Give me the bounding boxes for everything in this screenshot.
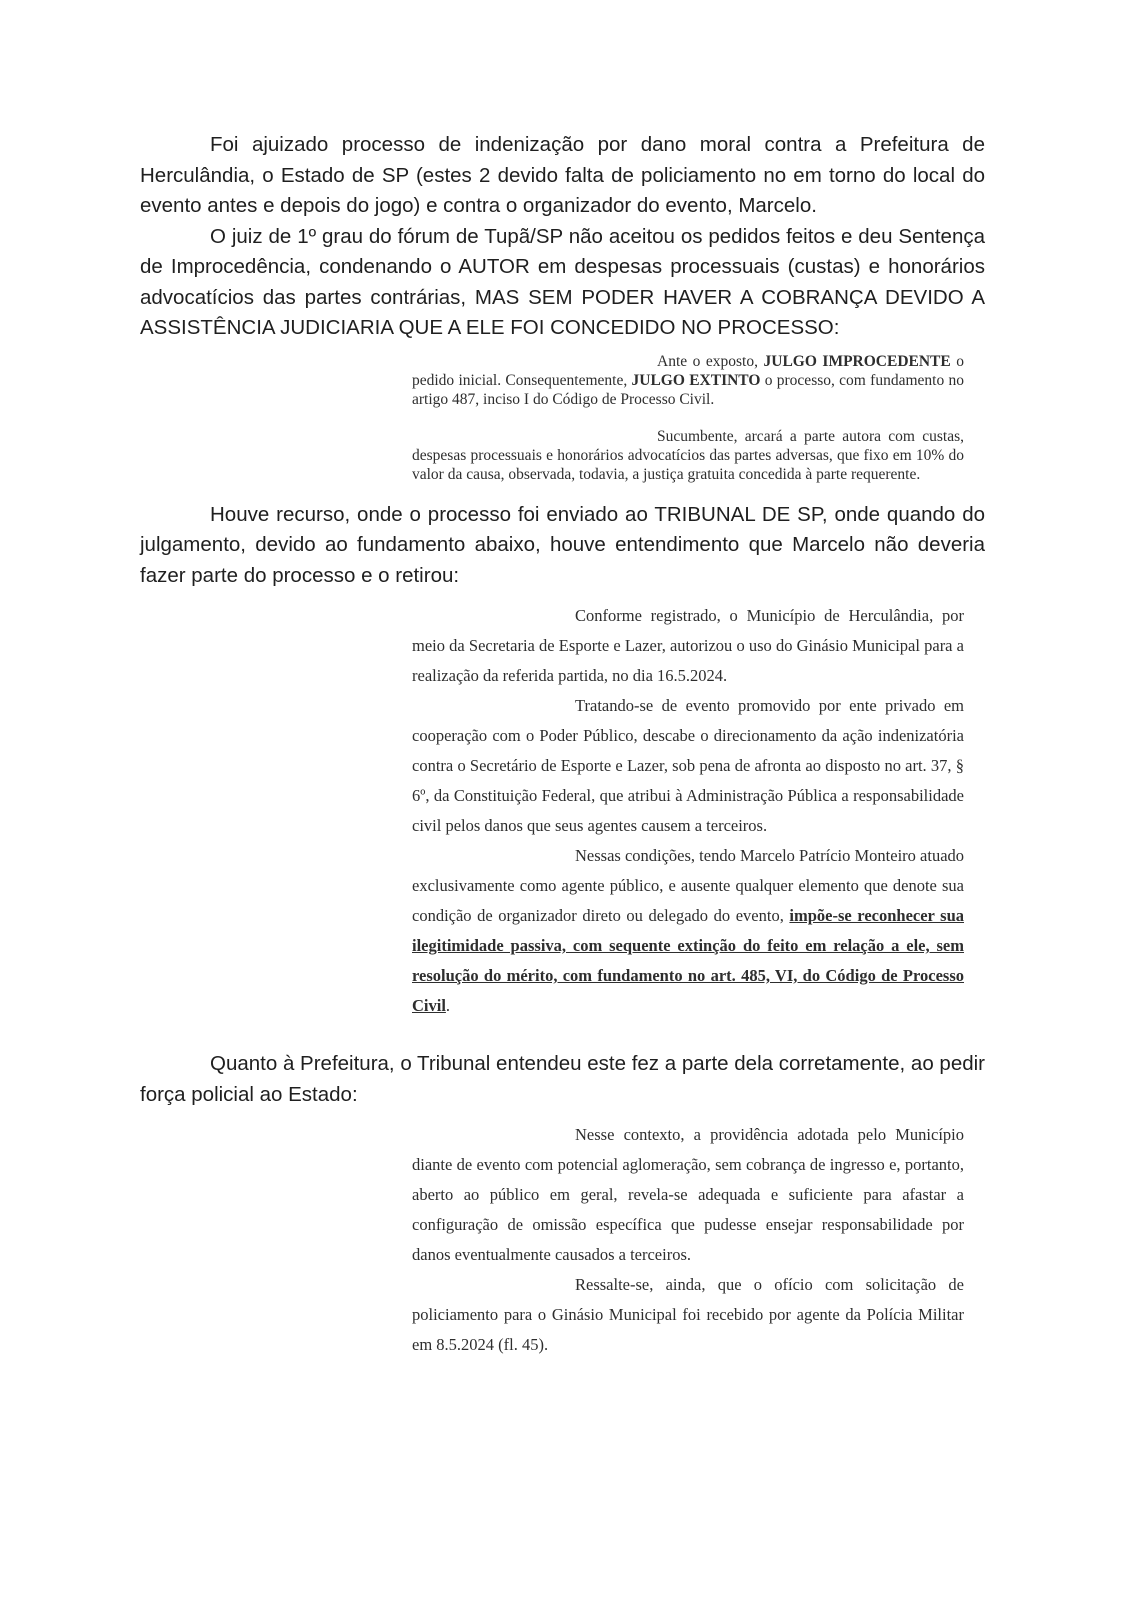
- text-segment: .: [445, 996, 451, 1015]
- paragraph-juiz-primeiro-grau: O juiz de 1º grau do fórum de Tupã/SP não aceitou os pedidos feitos e deu Sentença de Improcedência, condenando o AUTOR em despesas processuais (custas) e honorários advocatícios das partes contrárias, MAS SEM PODER HAVER A COBRANÇA DEVIDO A ASSISTÊNCIA JUDICIARIA QUE A ELE FOI CONCEDIDO NO PROCESSO:: [140, 224, 985, 339]
- quote-sentenca-julgo-improcedente: [412, 352, 964, 409]
- paragraph-houve-recurso: Houve recurso, onde o processo foi enviado ao TRIBUNAL DE SP, onde quando do julgamento, devido ao fundamento abaixo, houve entendimento que Marcelo não deveria fazer parte do processo e o retirou:: [140, 502, 985, 587]
- quote-acordao-nessas-condicoes: [412, 841, 964, 1021]
- text-segment: o processo, com fundamento no artigo 487, inciso I do Código de Processo Civil.: [412, 371, 964, 408]
- text-segment: Nessas condições, tendo Marcelo Patrício Monteiro atuado exclusivamente como agente público, e ausente qualquer elemento que denote sua condição de organizador direto ou delegado do evento,: [412, 846, 965, 925]
- quote-acordao-ressalte-se: Ressalte-se, ainda, que o ofício com solicitação de policiamento para o Ginásio Municipal foi recebido por agente da Polícia Militar em 8.5.2024 (fl. 45).: [412, 1275, 964, 1354]
- quote-acordao-tratando-se: Tratando-se de evento promovido por ente privado em cooperação com o Poder Público, descabe o direcionamento da ação indenizatória contra o Secretário de Esporte e Lazer, sob pena de afronta ao disposto no art. 37, § 6º, da Constituição Federal, que atribui à Administração Pública a responsabilidade civil pelos danos que seus agentes causem a terceiros.: [412, 696, 964, 835]
- paragraph-foi-ajuizado: Foi ajuizado processo de indenização por dano moral contra a Prefeitura de Herculândia, o Estado de SP (estes 2 devido falta de policiamento no em torno do local do evento antes e depois do jogo) e contra o organizador do evento, Marcelo.: [140, 133, 985, 217]
- quote-block-sentenca: [412, 352, 964, 484]
- quote-acordao-nesse-contexto: Nesse contexto, a providência adotada pelo Município diante de evento com potencial aglomeração, sem cobrança de ingresso e, portanto, aberto ao público em geral, revela-se adequada e suficiente para afastar a configuração de omissão específica que pudesse ensejar responsabilidade por danos eventualmente causados a terceiros.: [412, 1125, 964, 1264]
- quote-sentenca-sucumbente: Sucumbente, arcará a parte autora com custas, despesas processuais e honorários advocatícios das partes adversas, que fixo em 10% do valor da causa, observada, todavia, a justiça gratuita concedida à parte requerente.: [412, 427, 964, 483]
- text-segment: Ante o exposto,: [657, 352, 764, 370]
- paragraph-quanto-a-prefeitura: Quanto à Prefeitura, o Tribunal entendeu este fez a parte dela corretamente, ao pedir força policial ao Estado:: [140, 1052, 985, 1106]
- text-segment: JULGO IMPROCEDENTE: [763, 352, 951, 370]
- text-segment: o pedido inicial. Consequentemente,: [412, 352, 964, 389]
- text-segment: JULGO EXTINTO: [631, 371, 761, 389]
- quote-block-acordao-marcelo: [412, 601, 964, 1021]
- quote-acordao-conforme-registrado: Conforme registrado, o Município de Herculândia, por meio da Secretaria de Esporte e Lazer, autorizou o uso do Ginásio Municipal para a realização da referida partida, no dia 16.5.2024.: [412, 606, 964, 685]
- text-segment: impõe-se reconhecer sua ilegitimidade passiva, com sequente extinção do feito em relação a ele, sem resolução do mérito, com fundamento no art. 485, VI, do Código de Processo Civil: [412, 906, 964, 1015]
- quote-block-acordao-prefeitura: [412, 1120, 964, 1360]
